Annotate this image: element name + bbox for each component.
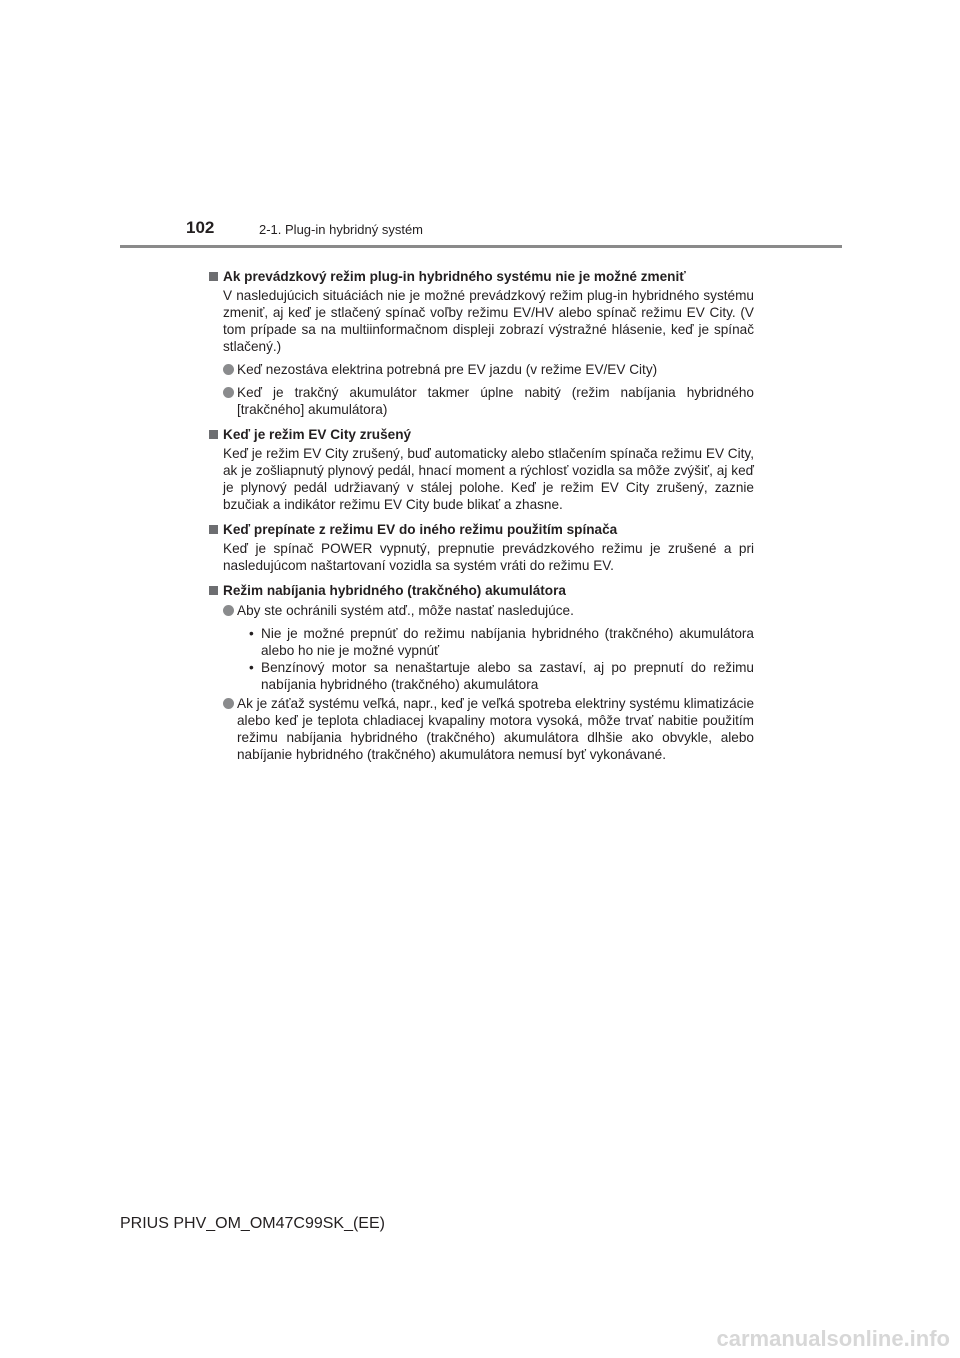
list-item: [223, 602, 754, 619]
list-item-text: Keď je trakčný akumulátor takmer úplne nabitý (režim nabíjania hybridného [trakčného] akumulátora): [237, 385, 754, 417]
list-item: [223, 695, 754, 763]
heading-ev-city-cancelled: [209, 426, 754, 443]
sub-list-item-text: Nie je možné prepnúť do režimu nabíjania hybridného (trakčného) akumulátora alebo ho nie je možné vypnúť: [261, 626, 754, 658]
paragraph: Keď je spínač POWER vypnutý, prepnutie prevádzkového režimu je zrušené a pri nasledujúcom naštartovaní vozidla sa systém vráti do režimu EV.: [223, 541, 754, 573]
square-bullet-icon: [209, 525, 218, 534]
dot-bullet-icon: •: [249, 660, 254, 675]
paragraph: Keď je režim EV City zrušený, buď automaticky alebo stlačením spínača režimu EV City, ak je zošliapnutý plynový pedál, hnací moment a rýchlosť vozidla sa môže zvýšiť, aj keď je plynový pedál udržiavaný v stálej polohe. Keď je režim EV City zrušený, zaznie bzučiak a indikátor režimu EV City bude blikať a zhasne.: [223, 446, 754, 512]
sub-list-item: [249, 659, 754, 693]
section-title: 2-1. Plug-in hybridný systém: [259, 222, 424, 237]
circle-bullet-icon: [223, 698, 234, 709]
heading-battery-charge-mode: [209, 582, 754, 599]
watermark: carmanualsonline.info: [716, 1326, 950, 1351]
square-bullet-icon: [209, 272, 218, 281]
square-bullet-icon: [209, 430, 218, 439]
list-item-text: Ak je záťaž systému veľká, napr., keď je veľká spotreba elektriny systému klimatizácie alebo keď je teplota chladiacej kvapaliny motora vysoká, môže trvať nabitie použitím režimu nabíjania hybridného (trakčného) akumulátora dlhšie ako obvykle, alebo nabíjanie hybridného (trakčného) akumulátora nemusí byť vykonávané.: [237, 696, 755, 762]
heading-text: Režim nabíjania hybridného (trakčného) akumulátora: [223, 583, 566, 598]
footer-document-code: PRIUS PHV_OM_OM47C99SK_(EE): [120, 1215, 385, 1232]
header-divider: [120, 245, 842, 248]
circle-bullet-icon: [223, 605, 234, 616]
sub-list-item: [249, 625, 754, 659]
circle-bullet-icon: [223, 387, 234, 398]
heading-text: Keď je režim EV City zrušený: [223, 427, 412, 442]
heading-switch-from-ev: [209, 521, 754, 538]
circle-bullet-icon: [223, 364, 234, 375]
page-content: [209, 268, 754, 763]
paragraph: V nasledujúcich situáciách nie je možné prevádzkový režim plug-in hybridného systému zmeniť, aj keď je stlačený spínač voľby režimu EV/HV alebo spínač režimu EV City. (V tom prípade sa na multiinformačnom displeji zobrazí výstražné hlásenie, keď je spínač stlačený.): [223, 288, 754, 354]
heading-mode-change-impossible: [209, 268, 754, 285]
list-item: [223, 361, 754, 378]
heading-text: Ak prevádzkový režim plug-in hybridného systému nie je možné zmeniť: [223, 269, 686, 284]
sub-list-item-text: Benzínový motor sa nenaštartuje alebo sa zastaví, aj po prepnutí do režimu nabíjania hybridného (trakčného) akumulátora: [261, 660, 754, 692]
list-item: [223, 384, 754, 418]
page-number: 102: [186, 218, 215, 237]
list-item-text: Aby ste ochránili systém atď., môže nastať nasledujúce.: [237, 603, 574, 618]
square-bullet-icon: [209, 586, 218, 595]
heading-text: Keď prepínate z režimu EV do iného režimu použitím spínača: [223, 522, 618, 537]
list-item-text: Keď nezostáva elektrina potrebná pre EV jazdu (v režime EV/EV City): [237, 362, 658, 377]
dot-bullet-icon: •: [249, 626, 254, 641]
